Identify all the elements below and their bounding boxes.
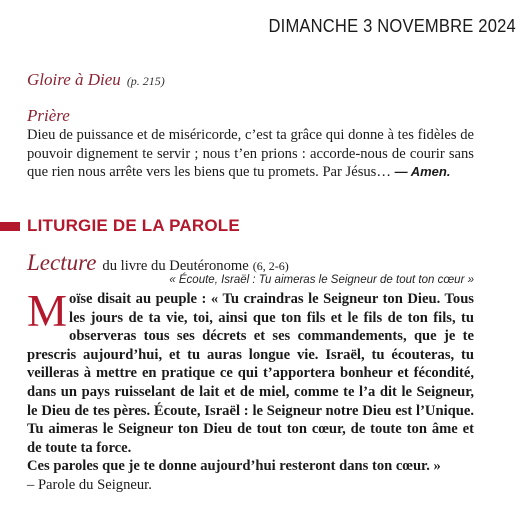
lecture-text bbox=[27, 286, 474, 476]
section-marker bbox=[0, 222, 20, 231]
gloire-page-ref: (p. 215) bbox=[126, 74, 165, 88]
lecture-body-text: oïse disait au peuple : « Tu craindras le Seigneur ton Dieu. Tous les jours de ta vie, toi, ainsi que ton fils et le fils de ton fils, tu observeras tous ses décrets et ses commandements, que je te prescris aujourd’hui, et tu auras longue vie. Israël, tu écouteras, tu veilleras à mettre en pratique ce qui t’apportera bonheur et fécondité, dans un pays ruisselant de lait et de miel, comme te l’a dit le Seigneur, le Dieu de tes pères. Écoute, Israël : le Seigneur notre Dieu est l’Unique. Tu aimeras le Seigneur ton Dieu de tout ton cœur, de toute ton âme et de toute ta force. bbox=[27, 291, 474, 456]
priere-heading: Prière bbox=[27, 106, 70, 125]
lecture-closing: – Parole du Seigneur. bbox=[27, 477, 152, 493]
gloire-heading bbox=[27, 70, 165, 90]
priere-body-text: Dieu de puissance et de miséricorde, c’est ta grâce qui donne à tes fidèles de pouvoir dignement te servir ; nous t’en prions : accorde-nous de courir sans que rien nous arrête vers les biens que tu promets. Par Jésus… bbox=[27, 127, 474, 181]
priere-amen: — Amen. bbox=[394, 164, 451, 180]
drop-cap: M bbox=[27, 286, 68, 336]
lecture-heading bbox=[27, 250, 474, 276]
page-date: DIMANCHE 3 NOVEMBRE 2024 bbox=[268, 16, 516, 36]
gloire-title: Gloire à Dieu bbox=[27, 70, 121, 89]
lecture-antienne: « Écoute, Israël : Tu aimeras le Seigneur de tout ton cœur » bbox=[169, 274, 474, 286]
lecture-body-text-2: Ces paroles que je te donne aujourd’hui resteront dans ton cœur. » bbox=[27, 458, 441, 475]
section-heading: LITURGIE DE LA PAROLE bbox=[27, 216, 240, 235]
lecture-title: Lecture bbox=[27, 250, 97, 275]
priere-text bbox=[27, 126, 474, 182]
lecture-reference: (6, 2-6) bbox=[252, 259, 289, 273]
lecture-source: du livre du Deutéronome bbox=[102, 258, 249, 274]
